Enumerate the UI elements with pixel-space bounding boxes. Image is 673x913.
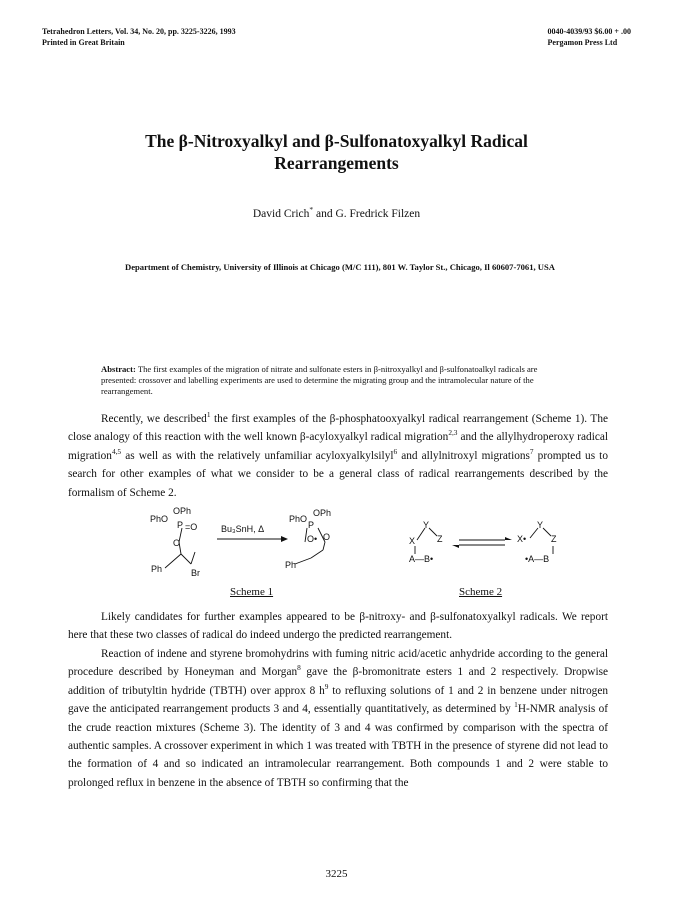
p1-text: and the allylhydroperoxy radical migration — [68, 431, 608, 462]
scheme-2-drawing — [405, 520, 575, 580]
p3-text: Reaction of indene and styrene bromohydrins with fuming nitric acid/acetic anhydride according to the general procedure described by Honeyman and Morgan — [68, 648, 608, 679]
left-pho: PhO — [150, 514, 169, 524]
author-connector: and — [313, 208, 336, 220]
author-2: G. Fredrick Filzen — [335, 208, 421, 220]
left-oph: OPh — [173, 506, 192, 516]
s2-right-ab: •A—B — [525, 554, 550, 564]
scheme-1-structures — [135, 506, 375, 586]
journal-citation — [42, 26, 236, 48]
left-p: P — [177, 520, 184, 530]
title-line-1: The β-Nitroxyalkyl and β-Sulfonatoxyalkyl Radical — [145, 131, 528, 151]
abstract — [101, 364, 571, 397]
p1-text: as well as with the relatively unfamiliar acyloxyalkylsilyl — [121, 449, 394, 462]
p3-text: gave the β-bromonitrate esters 1 and 2 respectively. Dropwise addition of tributyltin hydride (TBTH) over approx 8 h — [68, 666, 608, 697]
s2-left-x: X — [409, 536, 416, 546]
ref-superscript: 1 — [514, 700, 518, 710]
ref-superscript: 6 — [393, 447, 398, 457]
citation-line: Tetrahedron Letters, Vol. 34, No. 20, pp. 3225-3226, 1993 — [42, 27, 236, 36]
title-line-2: Rearrangements — [274, 153, 399, 173]
left-br: Br — [191, 568, 200, 578]
s2-left-ab: A—B• — [409, 554, 434, 564]
abstract-label: Abstract: — [101, 364, 136, 374]
right-pho: PhO — [289, 514, 308, 524]
p1-text: the first examples of the β-phosphatooxyalkyl radical rearrangement (Scheme 1). The close analogy of this reaction with the well known β-acyloxyalkyl radical migration — [68, 413, 608, 444]
paragraph-2 — [68, 608, 608, 645]
author-list — [0, 205, 673, 220]
p1-text: and allylnitroxyl migrations — [397, 449, 530, 462]
p3-text: H-NMR analysis of the crude reaction mixtures (Scheme 3). The identity of 3 and 4 was confirmed by comparison with the spectra of authentic samples. A crossover experiment in which 1 was treated with TBTH in the presence of styrene did not lead to the formation of 4 and so indicated an intramolecular rearrangement. Both compounds 1 and 2 were stable to prolonged reflux in benzene in the absence of TBTH so confirming that the — [68, 703, 608, 789]
right-o-radical: O• — [307, 534, 318, 544]
p1-text: prompted us to search for other examples of what we consider to be a general class of radical rearrangements described by the formalism of Scheme 2. — [68, 449, 608, 499]
ref-superscript: 7 — [529, 447, 534, 457]
right-oph: OPh — [313, 508, 332, 518]
p2-text: Likely candidates for further examples appeared to be β-nitroxy- and β-sulfonatoxyalkyl radicals. We report here that these two classes of radical do indeed undergo the predicted rearrangement. — [68, 611, 608, 642]
paragraph-3 — [68, 645, 608, 792]
scheme-2-structures — [405, 520, 575, 580]
publisher-info — [548, 26, 631, 48]
reagent-label: Bu₃SnH, Δ — [221, 524, 265, 534]
paper-title — [0, 130, 673, 174]
ref-superscript: 4,5 — [111, 447, 122, 457]
scheme-1-label: Scheme 1 — [230, 586, 274, 598]
ref-superscript: 8 — [297, 663, 301, 673]
right-p: P — [308, 520, 315, 530]
printed-in-line: Printed in Great Britain — [42, 38, 125, 47]
scheme-1-drawing — [135, 506, 375, 586]
right-ph: Ph — [285, 560, 297, 570]
ref-superscript: 9 — [324, 682, 329, 692]
abstract-text: The first examples of the migration of nitrate and sulfonate esters in β-nitroxyalkyl and β-sulfonatoalkyl radicals are presented: crossover and labelling experiments are used to determine the migrating group and the intramolecular nature of the rearrangement. — [101, 364, 538, 396]
author-1: David Crich — [252, 208, 310, 220]
p3-text: to refluxing solutions of 1 and 2 in benzene under nitrogen gave the anticipated rearrangement products 3 and 4, essentially quantitatively, as determined by — [68, 684, 608, 716]
left-o: O — [173, 538, 181, 548]
p1-text: Recently, we described — [101, 413, 207, 425]
s2-right-x: X• — [517, 534, 527, 544]
left-eq-o: =O — [185, 522, 198, 532]
paragraph-1 — [68, 410, 608, 502]
right-o-ring: O — [323, 532, 331, 542]
s2-left-z: Z — [437, 534, 443, 544]
page-number: 3225 — [325, 868, 348, 880]
publisher-line: Pergamon Press Ltd — [547, 38, 618, 47]
scheme-2-label: Scheme 2 — [459, 586, 503, 598]
s2-right-y: Y — [537, 520, 544, 530]
s2-left-y: Y — [423, 520, 430, 530]
ref-superscript: 2,3 — [448, 428, 458, 438]
affiliation: Department of Chemistry, University of Illinois at Chicago (M/C 111), 801 W. Taylor St., Chicago, Il 60607-7061, USA — [124, 262, 555, 272]
corresponding-mark: * — [309, 205, 314, 215]
left-ph: Ph — [151, 564, 163, 574]
issn-price-line: 0040-4039/93 $6.00 + .00 — [547, 27, 631, 36]
ref-superscript: 1 — [206, 410, 211, 420]
s2-right-z: Z — [551, 534, 557, 544]
